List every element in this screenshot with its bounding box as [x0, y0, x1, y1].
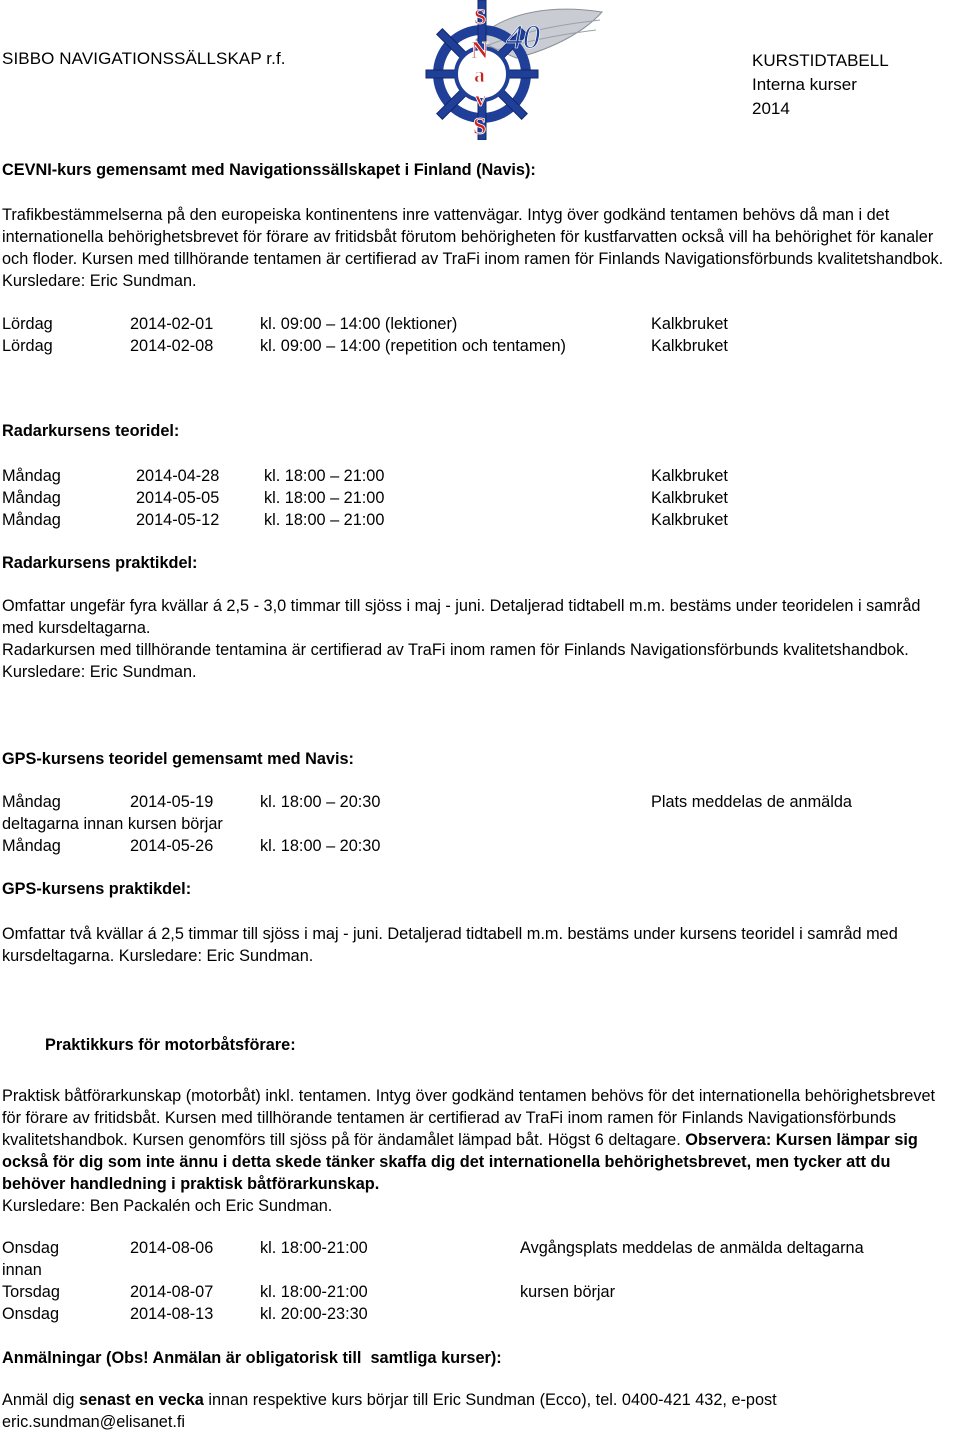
radar-practical-body: Omfattar ungefär fyra kvällar á 2,5 - 3,0 timmar till sjöss i maj - juni. Detaljerad tidtabell m.m. bestäms under teoridelen i samråd med kursdeltagarna.	[2, 597, 921, 637]
row-date: 2014-02-01	[130, 315, 214, 333]
table-row	[2, 313, 952, 335]
header-right	[752, 49, 889, 121]
radar-practical-certification: Radarkursen med tillhörande tentamina är certifierad av TraFi inom ramen för Finlands Navigationsförbunds kvalitetshandbok. Kursledare: Eric Sundman.	[2, 641, 909, 681]
row-place: Kalkbruket	[651, 467, 728, 485]
row-place: Plats meddelas de anmälda	[651, 793, 852, 811]
motorboat-notice: Observera: Kursen lämpar sig också för dig som inte ännu i detta skede tänker skaffa dig det internationella behörighetsbrevet, men tycker att du behöver handledning i praktisk båtförarkunskap.	[2, 1131, 918, 1193]
organization-name: SIBBO NAVIGATIONSSÄLLSKAP r.f.	[2, 49, 286, 68]
document-title: KURSTIDTABELL	[752, 51, 889, 70]
logo-letter-3: a	[474, 62, 485, 87]
club-logo-40-icon	[416, 0, 604, 140]
row-date: 2014-05-26	[130, 837, 214, 855]
logo-letter-4: v	[475, 86, 486, 111]
motorboat-heading: Praktikkurs för motorbåtsförare:	[45, 1036, 296, 1054]
row-time: kl. 20:00-23:30	[260, 1305, 368, 1323]
row-day: Onsdag	[2, 1305, 60, 1323]
motorboat-body-text: Praktisk båtförarkunskap (motorbåt) inkl. tentamen. Intyg över godkänd tentamen behövs för det internationella behörighetsbrevet för förare av fritidsbåt. Kursen med tillhörande tentamen är certifierad av TraFi inom ramen för Finlands Navigationsförbunds kvalitetshandbok. Kursen genomförs till sjöss på för ändamålet lämpad båt. Högst 6 deltagare.	[2, 1087, 936, 1149]
row-day: Lördag	[2, 315, 53, 333]
motorboat-leaders: Kursledare: Ben Packalén och Eric Sundman.	[2, 1197, 333, 1215]
row-place: Kalkbruket	[651, 511, 728, 529]
table-row	[2, 1303, 952, 1325]
row-day: Måndag	[2, 837, 61, 855]
radar-theory-heading: Radarkursens teoridel:	[2, 422, 180, 440]
table-row	[2, 1259, 952, 1281]
document-subtitle: Interna kurser	[752, 75, 857, 94]
table-row	[2, 509, 952, 531]
registration-text-start: Anmäl dig	[2, 1391, 79, 1409]
row-day: Måndag	[2, 793, 61, 811]
table-row	[2, 835, 952, 857]
registration-text-end: innan respektive kurs börjar till Eric Sundman (Ecco), tel. 0400-421 432, e-post	[203, 1391, 777, 1409]
gps-practical-body: Omfattar två kvällar á 2,5 timmar till sjöss i maj - juni. Detaljerad tidtabell m.m. bestäms under kursens teoridel i samråd med kursdeltagarna. Kursledare: Eric Sundman.	[2, 925, 898, 965]
row-time: kl. 18:00 – 21:00	[264, 467, 385, 485]
row-date: 2014-05-19	[130, 793, 214, 811]
logo-letter-2: N	[471, 38, 489, 64]
table-row	[2, 1237, 952, 1259]
row-date: 2014-08-07	[130, 1283, 214, 1301]
table-row	[2, 465, 952, 487]
row-time: kl. 18:00 – 21:00	[264, 511, 385, 529]
row-time: kl. 18:00 – 20:30	[260, 793, 381, 811]
logo-letter-5: S	[473, 114, 487, 140]
row-place: Kalkbruket	[651, 489, 728, 507]
row-time: kl. 18:00-21:00	[260, 1239, 368, 1257]
table-row	[2, 791, 952, 813]
row-date: 2014-04-28	[136, 467, 220, 485]
row-day: Lördag	[2, 337, 53, 355]
table-row	[2, 813, 952, 835]
radar-practical-heading: Radarkursens praktikdel:	[2, 554, 198, 572]
registration-deadline: senast en vecka	[78, 1391, 204, 1409]
row-date: 2014-02-08	[130, 337, 214, 355]
cevni-body: Trafikbestämmelserna på den europeiska kontinentens inre vattenvägar. Intyg över godkänd tentamen behövs då man i det internationella behörighetsbrevet för förare av fritidsbåt förutom behörigheten för kustfarvatten också vill ha behörighet för kanaler och floder. Kursen med tillhörande tentamen är certifierad av TraFi inom ramen för Finlands Navigationsförbunds kvalitetshandbok. Kursledare: Eric Sundman.	[2, 206, 944, 290]
cevni-heading: CEVNI-kurs gemensamt med Navigationssällskapet i Finland (Navis):	[2, 161, 536, 179]
registration-body	[2, 1389, 952, 1411]
row-day: Måndag	[2, 511, 61, 529]
table-row	[2, 335, 952, 357]
registration-email-link[interactable]: eric.sundman@elisanet.fi	[2, 1413, 186, 1431]
motorboat-body	[2, 1085, 952, 1195]
row-time: kl. 18:00 – 20:30	[260, 837, 381, 855]
logo-letter-1: S	[474, 4, 487, 29]
gps-practical-heading: GPS-kursens praktikdel:	[2, 880, 192, 898]
row-place-continued: deltagarna innan kursen börjar	[2, 815, 223, 833]
row-time: kl. 18:00 – 21:00	[264, 489, 385, 507]
row-place: Avgångsplats meddelas de anmälda deltagarna	[520, 1239, 864, 1257]
table-row	[2, 487, 952, 509]
row-place: Kalkbruket	[651, 337, 728, 355]
row-day: Onsdag	[2, 1239, 60, 1257]
row-day: Torsdag	[2, 1283, 60, 1301]
logo-number: 40	[506, 19, 540, 56]
row-place-continued: innan	[2, 1261, 42, 1279]
row-date: 2014-05-05	[136, 489, 220, 507]
row-time: kl. 18:00-21:00	[260, 1283, 368, 1301]
row-date: 2014-08-13	[130, 1305, 214, 1323]
row-day: Måndag	[2, 467, 61, 485]
document-year: 2014	[752, 99, 790, 118]
gps-theory-heading: GPS-kursens teoridel gemensamt med Navis:	[2, 750, 354, 768]
row-time: kl. 09:00 – 14:00 (repetition och tentamen)	[260, 337, 566, 355]
row-place: Kalkbruket	[651, 315, 728, 333]
row-time: kl. 09:00 – 14:00 (lektioner)	[260, 315, 458, 333]
row-date: 2014-05-12	[136, 511, 220, 529]
row-day: Måndag	[2, 489, 61, 507]
row-place: kursen börjar	[520, 1283, 616, 1301]
table-row	[2, 1281, 952, 1303]
row-date: 2014-08-06	[130, 1239, 214, 1257]
registration-heading: Anmälningar (Obs! Anmälan är obligatorisk till samtliga kurser):	[2, 1349, 502, 1367]
